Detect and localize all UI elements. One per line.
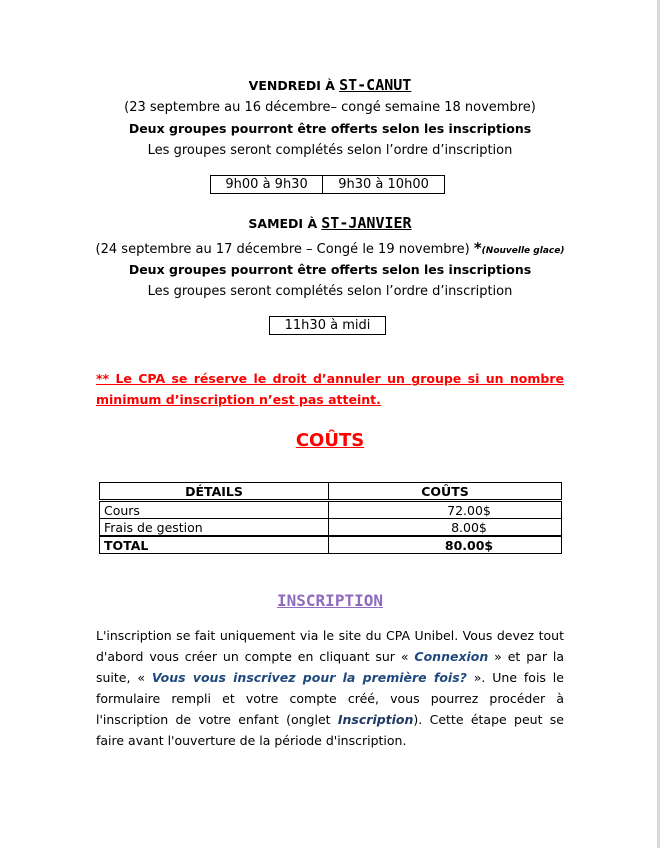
cost-value: 72.00$ (329, 501, 562, 519)
table-row (100, 519, 562, 537)
inscription-text-4: ). Cette étape peut se faire avant l'ouverture de la période d'inscription. (96, 712, 565, 748)
total-label: TOTAL (100, 536, 329, 554)
costs-title: COÛTS (295, 430, 365, 451)
friday-dates: (23 septembre au 16 décembre– congé semaine 18 novembre) (124, 100, 536, 115)
cost-value: 8.00$ (329, 519, 562, 537)
costs-table (99, 482, 562, 554)
costs-header-row (100, 483, 562, 501)
saturday-new-ice-note: (Nouvelle glace) (481, 246, 565, 256)
cost-label: Cours (100, 501, 329, 519)
inscription-title: INSCRIPTION (277, 591, 383, 610)
friday-place: ST-CANUT (339, 76, 412, 94)
table-row (100, 501, 562, 519)
costs-header-details: DÉTAILS (100, 483, 329, 501)
saturday-slots-table (269, 316, 386, 335)
friday-groups-note: Deux groupes pourront être offerts selon les inscriptions (128, 121, 532, 136)
costs-total-row (100, 536, 562, 554)
saturday-slot-1: 11h30 à midi (270, 317, 386, 335)
inscription-tab-link[interactable]: Inscription (337, 712, 414, 727)
cost-label: Frais de gestion (100, 519, 329, 537)
saturday-groups-note: Deux groupes pourront être offerts selon les inscriptions (128, 262, 532, 277)
friday-slot-2: 9h30 à 10h00 (323, 176, 445, 194)
saturday-order-note: Les groupes seront complétés selon l’ordre d’inscription (147, 284, 513, 299)
cancellation-warning: ** Le CPA se réserve le droit d’annuler un groupe si un nombre minimum d’inscription n’est pas atteint. (96, 371, 564, 407)
connexion-link[interactable]: Connexion (414, 649, 489, 664)
inscription-text-2: » et par la suite, « (96, 649, 565, 685)
saturday-star: * (473, 239, 482, 257)
friday-order-note: Les groupes seront complétés selon l’ordre d’inscription (147, 143, 513, 158)
saturday-heading (0, 215, 660, 233)
friday-slot-1: 9h00 à 9h30 (211, 176, 323, 194)
saturday-dates-line (0, 240, 660, 260)
inscription-paragraph (96, 625, 564, 751)
inscription-text-1: L'inscription se fait uniquement via le site du CPA Unibel. Vous devez tout d'abord vous créer un compte en cliquant sur « (96, 628, 564, 664)
friday-day: VENDREDI À (248, 78, 335, 93)
costs-header-costs: COÛTS (329, 483, 562, 501)
friday-heading (0, 77, 660, 95)
saturday-day: SAMEDI À (248, 216, 318, 231)
first-time-link[interactable]: Vous vous inscrivez pour la première fois? (151, 670, 467, 685)
inscription-text-3: ». Une fois le formulaire rempli et votre compte créé, vous pourrez procéder à l'inscription de votre enfant (onglet (96, 670, 564, 727)
total-value: 80.00$ (329, 536, 562, 554)
friday-slots-table (210, 175, 445, 194)
saturday-place: ST-JANVIER (321, 214, 412, 232)
saturday-dates: (24 septembre au 17 décembre – Congé le 19 novembre) (95, 242, 470, 257)
